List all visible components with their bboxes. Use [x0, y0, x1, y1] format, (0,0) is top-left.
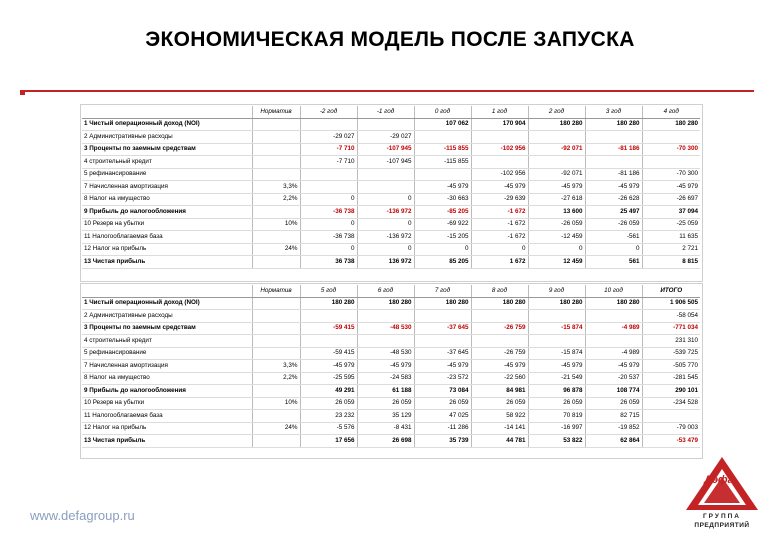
value-cell: 180 280 [585, 297, 642, 310]
row-label: 13 Чистая прибыль [82, 435, 252, 448]
norm-cell [252, 131, 300, 144]
column-header: 7 год [414, 285, 471, 297]
value-cell: -15 874 [528, 322, 585, 335]
row-label: 12 Налог на прибыль [82, 422, 252, 435]
value-cell: -19 852 [585, 422, 642, 435]
value-cell: -5 576 [300, 422, 357, 435]
norm-cell [252, 118, 300, 131]
value-cell: -20 537 [585, 372, 642, 385]
row-label: 10 Резерв на убытки [82, 397, 252, 410]
value-cell: 47 025 [414, 410, 471, 423]
value-cell: -30 663 [414, 193, 471, 206]
value-cell: 1 672 [471, 256, 528, 269]
table-row [82, 143, 700, 156]
table-row [82, 206, 700, 219]
value-cell: -45 979 [528, 360, 585, 373]
value-cell: -45 979 [357, 360, 414, 373]
value-cell [300, 310, 357, 323]
value-cell: -102 956 [471, 143, 528, 156]
table-row [82, 397, 700, 410]
column-header: 10 год [585, 285, 642, 297]
value-cell: 180 280 [471, 297, 528, 310]
row-label: 9 Прибыль до налогообложения [82, 385, 252, 398]
value-cell [357, 168, 414, 181]
logo-caption-line2: ПРЕДПРИЯТИЙ [694, 522, 750, 529]
value-cell: -24 583 [357, 372, 414, 385]
value-cell: -561 [585, 231, 642, 244]
value-cell: -16 997 [528, 422, 585, 435]
value-cell: -107 945 [357, 156, 414, 169]
table-header-row [82, 285, 700, 297]
value-cell: -79 003 [642, 422, 700, 435]
value-cell: 0 [357, 243, 414, 256]
value-cell: 11 635 [642, 231, 700, 244]
value-cell: 35 739 [414, 435, 471, 448]
value-cell: -4 989 [585, 347, 642, 360]
value-cell: -85 205 [414, 206, 471, 219]
value-cell: -36 738 [300, 206, 357, 219]
value-cell: 0 [300, 218, 357, 231]
value-cell: -26 759 [471, 347, 528, 360]
logo-caption-line1: ГРУППА [702, 513, 742, 520]
value-cell: 290 101 [642, 385, 700, 398]
table-row [82, 231, 700, 244]
value-cell: -45 979 [528, 181, 585, 194]
table-row [82, 297, 700, 310]
value-cell: 35 129 [357, 410, 414, 423]
row-label: 5 рефинансирование [82, 347, 252, 360]
norm-cell [252, 206, 300, 219]
value-cell: -69 922 [414, 218, 471, 231]
value-cell [642, 156, 700, 169]
value-cell: -1 672 [471, 206, 528, 219]
value-cell [300, 118, 357, 131]
column-header: Норматив [252, 106, 300, 118]
value-cell: 17 656 [300, 435, 357, 448]
value-cell: -136 972 [357, 231, 414, 244]
norm-cell [252, 297, 300, 310]
column-header: 9 год [528, 285, 585, 297]
value-cell: 231 310 [642, 335, 700, 348]
norm-cell: 2,2% [252, 372, 300, 385]
value-cell [471, 156, 528, 169]
value-cell: 2 721 [642, 243, 700, 256]
title-divider [20, 90, 754, 92]
table-row [82, 435, 700, 448]
column-header: 0 год [414, 106, 471, 118]
value-cell [300, 168, 357, 181]
norm-cell [252, 256, 300, 269]
value-cell: 561 [585, 256, 642, 269]
value-cell: 26 059 [300, 397, 357, 410]
value-cell: -15 205 [414, 231, 471, 244]
table-row [82, 335, 700, 348]
table-row [82, 310, 700, 323]
value-cell: 12 459 [528, 256, 585, 269]
value-cell: -234 528 [642, 397, 700, 410]
value-cell: 26 059 [414, 397, 471, 410]
norm-cell [252, 410, 300, 423]
value-cell: -81 186 [585, 168, 642, 181]
row-label: 1 Чистый операционный доход (NOI) [82, 118, 252, 131]
value-cell: -539 725 [642, 347, 700, 360]
value-cell: -15 874 [528, 347, 585, 360]
value-cell: -45 979 [585, 360, 642, 373]
norm-cell: 3,3% [252, 181, 300, 194]
value-cell: 8 815 [642, 256, 700, 269]
norm-cell [252, 143, 300, 156]
column-header [82, 285, 252, 297]
value-cell: -59 415 [300, 322, 357, 335]
value-cell [357, 118, 414, 131]
value-cell: -505 770 [642, 360, 700, 373]
table-row [82, 422, 700, 435]
value-cell: -29 027 [357, 131, 414, 144]
value-cell: 26 059 [585, 397, 642, 410]
value-cell [642, 410, 700, 423]
value-cell [528, 131, 585, 144]
table-years-5-to-10 [82, 285, 700, 448]
value-cell: -45 979 [471, 181, 528, 194]
table-row [82, 193, 700, 206]
table-row [82, 118, 700, 131]
value-cell [357, 310, 414, 323]
value-cell: -92 071 [528, 168, 585, 181]
norm-cell: 3,3% [252, 360, 300, 373]
value-cell: -8 431 [357, 422, 414, 435]
value-cell: 61 188 [357, 385, 414, 398]
row-label: 3 Проценты по заемным средствам [82, 322, 252, 335]
table-row [82, 156, 700, 169]
row-label: 8 Налог на имущество [82, 372, 252, 385]
value-cell: -59 415 [300, 347, 357, 360]
value-cell [528, 310, 585, 323]
norm-cell: 2,2% [252, 193, 300, 206]
value-cell: -1 672 [471, 218, 528, 231]
value-cell: -45 979 [300, 360, 357, 373]
value-cell: 62 864 [585, 435, 642, 448]
row-label: 11 Налогооблагаемая база [82, 410, 252, 423]
value-cell: -12 459 [528, 231, 585, 244]
value-cell: 36 738 [300, 256, 357, 269]
value-cell [585, 335, 642, 348]
norm-cell [252, 385, 300, 398]
value-cell: -37 645 [414, 347, 471, 360]
value-cell: -45 979 [471, 360, 528, 373]
table1-grid [82, 106, 700, 269]
value-cell: -107 945 [357, 143, 414, 156]
value-cell: -14 141 [471, 422, 528, 435]
value-cell: 0 [471, 243, 528, 256]
value-cell [357, 181, 414, 194]
value-cell: -115 855 [414, 156, 471, 169]
value-cell [471, 131, 528, 144]
column-header: 8 год [471, 285, 528, 297]
value-cell: -58 054 [642, 310, 700, 323]
value-cell: 85 205 [414, 256, 471, 269]
value-cell: 1 906 505 [642, 297, 700, 310]
row-label: 5 рефинансирование [82, 168, 252, 181]
table-years-minus2-to-4 [82, 106, 700, 269]
value-cell: 0 [357, 193, 414, 206]
table-row [82, 372, 700, 385]
value-cell: -26 759 [471, 322, 528, 335]
value-cell: -29 639 [471, 193, 528, 206]
value-cell [471, 335, 528, 348]
value-cell: 170 904 [471, 118, 528, 131]
value-cell [300, 335, 357, 348]
column-header: Норматив [252, 285, 300, 297]
row-label: 2 Административные расходы [82, 131, 252, 144]
table-row [82, 347, 700, 360]
value-cell: 107 062 [414, 118, 471, 131]
value-cell: -26 697 [642, 193, 700, 206]
norm-cell [252, 168, 300, 181]
value-cell: 82 715 [585, 410, 642, 423]
column-header: -1 год [357, 106, 414, 118]
value-cell [414, 335, 471, 348]
table-row [82, 410, 700, 423]
value-cell [414, 131, 471, 144]
row-label: 12 Налог на прибыль [82, 243, 252, 256]
value-cell: -48 530 [357, 347, 414, 360]
table-row [82, 256, 700, 269]
value-cell: 0 [585, 243, 642, 256]
value-cell: 180 280 [414, 297, 471, 310]
value-cell: 96 878 [528, 385, 585, 398]
value-cell [471, 310, 528, 323]
value-cell [528, 156, 585, 169]
table-row [82, 131, 700, 144]
row-label: 4 строительный кредит [82, 156, 252, 169]
value-cell: 53 822 [528, 435, 585, 448]
row-label: 3 Проценты по заемным средствам [82, 143, 252, 156]
value-cell [585, 310, 642, 323]
logo-caption [686, 474, 758, 530]
value-cell: 58 922 [471, 410, 528, 423]
value-cell: -26 059 [585, 218, 642, 231]
value-cell: -11 286 [414, 422, 471, 435]
norm-cell [252, 322, 300, 335]
value-cell: -45 979 [414, 181, 471, 194]
value-cell: -22 560 [471, 372, 528, 385]
column-header: 3 год [585, 106, 642, 118]
value-cell: -70 300 [642, 168, 700, 181]
value-cell: -4 989 [585, 322, 642, 335]
norm-cell: 24% [252, 422, 300, 435]
value-cell: -26 059 [528, 218, 585, 231]
value-cell: -115 855 [414, 143, 471, 156]
value-cell: -26 628 [585, 193, 642, 206]
value-cell: 180 280 [585, 118, 642, 131]
footer-url-link[interactable]: www.defagroup.ru [30, 508, 135, 523]
value-cell: 23 232 [300, 410, 357, 423]
value-cell: 180 280 [528, 297, 585, 310]
value-cell [300, 181, 357, 194]
column-header: 2 год [528, 106, 585, 118]
value-cell: -25 059 [642, 218, 700, 231]
row-label: 1 Чистый операционный доход (NOI) [82, 297, 252, 310]
value-cell: -81 186 [585, 143, 642, 156]
norm-cell [252, 347, 300, 360]
table-row [82, 181, 700, 194]
table-row [82, 322, 700, 335]
column-header: 5 год [300, 285, 357, 297]
value-cell [528, 335, 585, 348]
value-cell [414, 168, 471, 181]
column-header: ИТОГО [642, 285, 700, 297]
value-cell: -102 956 [471, 168, 528, 181]
table-header-row [82, 106, 700, 118]
value-cell: 108 774 [585, 385, 642, 398]
page-title: ЭКОНОМИЧЕСКАЯ МОДЕЛЬ ПОСЛЕ ЗАПУСКА [145, 28, 635, 51]
value-cell: -136 972 [357, 206, 414, 219]
value-cell: -45 979 [414, 360, 471, 373]
row-label: 9 Прибыль до налогообложения [82, 206, 252, 219]
value-cell [357, 335, 414, 348]
value-cell: -771 034 [642, 322, 700, 335]
value-cell: -53 479 [642, 435, 700, 448]
column-header: 6 год [357, 285, 414, 297]
value-cell: 26 059 [357, 397, 414, 410]
value-cell: 0 [414, 243, 471, 256]
table-row [82, 243, 700, 256]
value-cell: -1 672 [471, 231, 528, 244]
value-cell: -45 979 [642, 181, 700, 194]
norm-cell [252, 231, 300, 244]
value-cell: 180 280 [300, 297, 357, 310]
table-row [82, 218, 700, 231]
value-cell: 44 781 [471, 435, 528, 448]
value-cell: 25 497 [585, 206, 642, 219]
norm-cell: 10% [252, 218, 300, 231]
norm-cell [252, 156, 300, 169]
column-header [82, 106, 252, 118]
value-cell: -37 645 [414, 322, 471, 335]
value-cell: 84 981 [471, 385, 528, 398]
value-cell [585, 156, 642, 169]
table2-grid [82, 285, 700, 448]
value-cell: -7 710 [300, 143, 357, 156]
table-row [82, 360, 700, 373]
value-cell: 49 291 [300, 385, 357, 398]
value-cell: -70 300 [642, 143, 700, 156]
value-cell: 26 698 [357, 435, 414, 448]
value-cell: -281 545 [642, 372, 700, 385]
row-label: 7 Начисленная амортизация [82, 360, 252, 373]
row-label: 7 Начисленная амортизация [82, 181, 252, 194]
row-label: 13 Чистая прибыль [82, 256, 252, 269]
value-cell: 73 084 [414, 385, 471, 398]
value-cell: 0 [300, 243, 357, 256]
value-cell: -92 071 [528, 143, 585, 156]
norm-cell: 10% [252, 397, 300, 410]
value-cell: 13 600 [528, 206, 585, 219]
norm-cell: 24% [252, 243, 300, 256]
value-cell [642, 131, 700, 144]
value-cell: 0 [300, 193, 357, 206]
value-cell: 0 [357, 218, 414, 231]
row-label: 11 Налогооблагаемая база [82, 231, 252, 244]
value-cell: -23 572 [414, 372, 471, 385]
value-cell: 70 819 [528, 410, 585, 423]
column-header: 4 год [642, 106, 700, 118]
row-label: 4 строительный кредит [82, 335, 252, 348]
value-cell: -25 595 [300, 372, 357, 385]
value-cell: -45 979 [585, 181, 642, 194]
value-cell: -21 549 [528, 372, 585, 385]
value-cell: -48 530 [357, 322, 414, 335]
norm-cell [252, 435, 300, 448]
table-row [82, 168, 700, 181]
value-cell: -29 027 [300, 131, 357, 144]
value-cell: -27 618 [528, 193, 585, 206]
table-row [82, 385, 700, 398]
value-cell: 0 [528, 243, 585, 256]
column-header: 1 год [471, 106, 528, 118]
row-label: 8 Налог на имущество [82, 193, 252, 206]
value-cell [585, 131, 642, 144]
value-cell: -36 738 [300, 231, 357, 244]
value-cell: 26 059 [471, 397, 528, 410]
value-cell: 180 280 [642, 118, 700, 131]
value-cell: 26 059 [528, 397, 585, 410]
column-header: -2 год [300, 106, 357, 118]
norm-cell [252, 310, 300, 323]
value-cell: -7 710 [300, 156, 357, 169]
value-cell: 180 280 [357, 297, 414, 310]
row-label: 2 Административные расходы [82, 310, 252, 323]
value-cell: 37 094 [642, 206, 700, 219]
value-cell: 180 280 [528, 118, 585, 131]
value-cell [414, 310, 471, 323]
logo-brand: Дэфа [704, 474, 734, 486]
row-label: 10 Резерв на убытки [82, 218, 252, 231]
value-cell: 136 972 [357, 256, 414, 269]
norm-cell [252, 335, 300, 348]
